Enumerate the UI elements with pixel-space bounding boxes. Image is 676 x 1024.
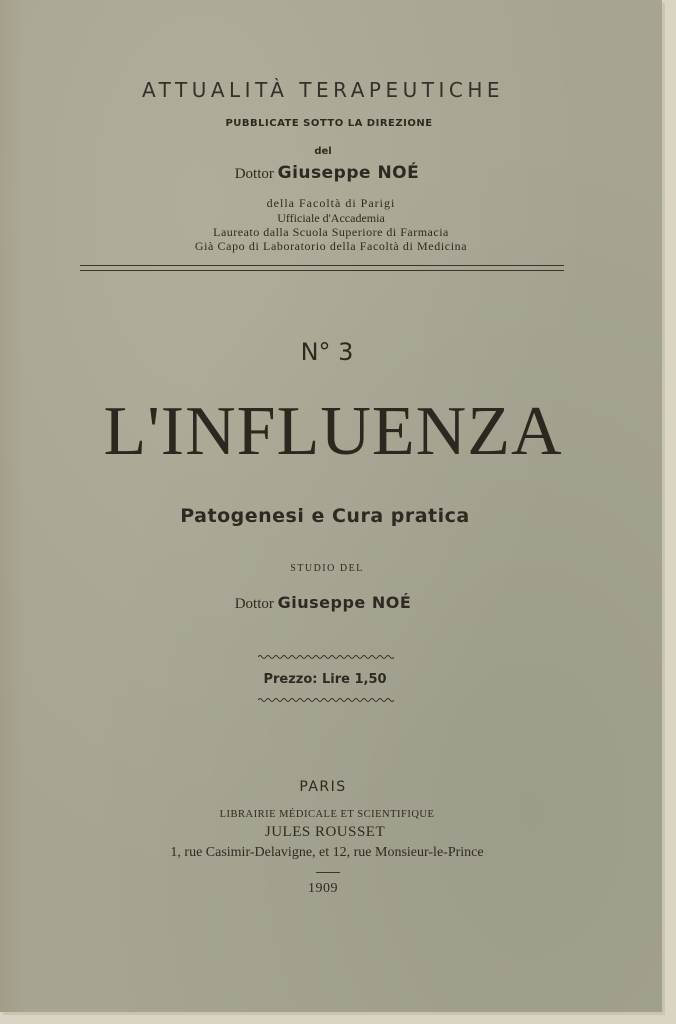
credential-line: Laureato dalla Scuola Superiore di Farmacia	[213, 225, 449, 239]
published-under-line: PUBBLICATE SOTTO LA DIREZIONE	[225, 118, 433, 129]
imprint-city: PARIS	[299, 779, 347, 795]
credential-line: Già Capo di Laboratorio della Facoltà di Medicina	[194, 239, 468, 253]
book-title: L'INFLUENZA	[103, 393, 563, 470]
imprint-library: LIBRAIRIE MÉDICALE ET SCIENTIFIQUE	[219, 809, 435, 820]
issue-number: N° 3	[300, 338, 354, 366]
imprint-divider	[316, 872, 340, 873]
imprint-year: 1909	[308, 881, 338, 896]
director-name: Giuseppe NOÉ	[277, 163, 420, 183]
author-name: Giuseppe NOÉ	[277, 593, 412, 612]
del-line: del	[314, 146, 332, 157]
imprint-address: 1, rue Casimir-Delavigne, et 12, rue Monsieur-le-Prince	[170, 845, 484, 860]
header-divider	[80, 270, 564, 271]
author-prefix: Dottor	[234, 596, 274, 612]
price-label: Prezzo: Lire 1,50	[263, 672, 387, 687]
book-subtitle: Patogenesi e Cura pratica	[180, 505, 470, 527]
series-title: ATTUALITÀ TERAPEUTICHE	[142, 78, 504, 102]
credential-line: della Facoltà di Parigi	[266, 196, 396, 210]
credential-line: Ufficiale d'Accademia	[277, 211, 385, 225]
header-divider	[80, 265, 564, 266]
author-line	[0, 593, 654, 613]
director-prefix: Dottor	[234, 166, 274, 182]
ornamental-rule	[258, 697, 394, 703]
imprint-publisher: JULES ROUSSET	[264, 824, 386, 840]
study-by-line: STUDIO DEL	[290, 563, 364, 574]
director-line	[0, 163, 658, 183]
ornamental-rule	[258, 654, 394, 660]
